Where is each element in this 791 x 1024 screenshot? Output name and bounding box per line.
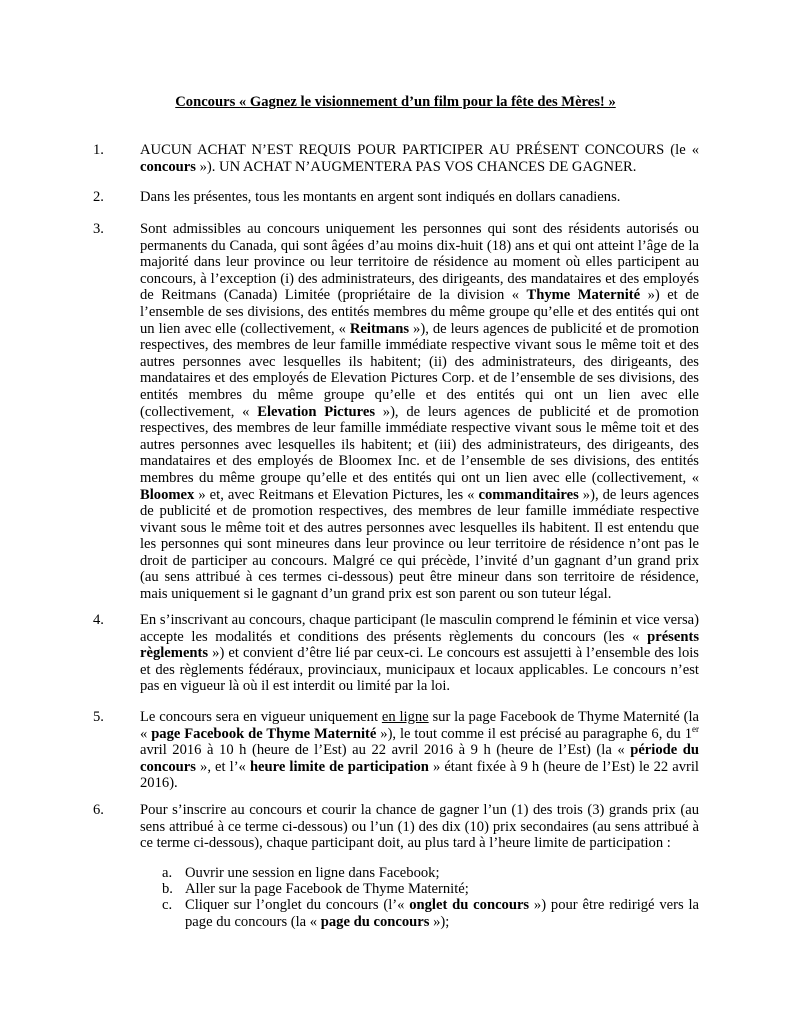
item-number: 3.: [93, 221, 104, 237]
sub-item-text: Ouvrir une session en ligne dans Facebook;: [185, 865, 440, 881]
sub-item-text: Cliquer sur l’onglet du concours (l’« onglet du concours ») pour être redirigé vers la page du concours (la « page du concours »);: [185, 897, 699, 930]
item-number: 1.: [93, 142, 104, 158]
sub-item-letter: a.: [162, 865, 173, 881]
page-title: Concours « Gagnez le visionnement d’un film pour la fête des Mères! »: [175, 94, 616, 110]
item-number: 2.: [93, 189, 104, 205]
item-text: En s’inscrivant au concours, chaque participant (le masculin comprend le féminin et vice versa) accepte les modalités et conditions des présents règlements du concours (les « présents règlements ») et convient d’être lié par ceux-ci. Le concours est assujetti à l’ensemble des lois et des règlements fédéraux, provinciaux, municipaux et locaux applicables. Le concours n’est pas en vigueur là où il est interdit ou limité par la loi.: [140, 612, 699, 695]
item-number: 6.: [93, 802, 104, 818]
sub-item-text: Aller sur la page Facebook de Thyme Maternité;: [185, 881, 469, 897]
item-text: Dans les présentes, tous les montants en argent sont indiqués en dollars canadiens.: [140, 189, 621, 205]
sub-item-letter: b.: [162, 881, 173, 897]
item-number: 5.: [93, 709, 104, 725]
item-number: 4.: [93, 612, 104, 628]
item-text: Pour s’inscrire au concours et courir la chance de gagner l’un (1) des trois (3) grands prix (au sens attribué à ce terme ci-dessous) ou l’un (1) des dix (10) prix secondaires (au sens attribué à ce terme ci-dessous), chaque participant doit, au plus tard à l’heure limite de participation :: [140, 802, 699, 852]
item-text: Sont admissibles au concours uniquement les personnes qui sont des résidents autorisés ou permanents du Canada, qui sont âgées d’au moins dix-huit (18) ans et qui ont atteint l’âge de la majorité dans leur province ou leur territoire de résidence au moment où elles participent au concours, à l’exception (i) des administrateurs, des dirigeants, des mandataires et des employés de Reitmans (Canada) Limitée (propriétaire de la division « Thyme Maternité ») et de l’ensemble de ses divisions, des entités membres du même groupe qu’elle et des entités qui ont un lien avec elle (collectivement, « Reitmans »), de leurs agences de publicité et de promotion respectives, des membres de leur famille immédiate respective vivant sous le même toit et des autres personnes avec lesquelles ils habitent; (ii) des administrateurs, des dirigeants, des mandataires et des employés de Elevation Pictures Corp. et de l’ensemble de ses divisions, des entités membres du même groupe qu’elle et des entités qui ont un lien avec elle (collectivement, « Elevation Pictures »), de leurs agences de publicité et de promotion respectives, des membres de leur famille immédiate respective vivant sous le même toit et des autres personnes avec lesquelles ils habitent; et (iii) des administrateurs, des dirigeants, des mandataires et des employés de Bloomex Inc. et de l’ensemble de ses divisions, des entités membres du même groupe qu’elle et des entités qui ont un lien avec elle (collectivement, « Bloomex » et, avec Reitmans et Elevation Pictures, les « commanditaires »), de leurs agences de publicité et de promotion respectives, des membres de leur famille immédiate respective vivant sous le même toit et des autres personnes avec lesquelles ils habitent. Il est entendu que les personnes qui sont mineures dans leur province ou leur territoire de résidence n’ont pas le droit de participer au concours. Malgré ce qui précède, l’invité d’un gagnant d’un grand prix (au sens attribué à ces termes ci-dessous) peut être mineur dans son territoire de résidence, mais uniquement si le gagnant d’un grand prix est son parent ou son tuteur légal.: [140, 221, 699, 603]
sub-item-letter: c.: [162, 897, 173, 913]
sub-item-c: [162, 897, 699, 930]
item-text: Le concours sera en vigueur uniquement en ligne sur la page Facebook de Thyme Maternité (la « page Facebook de Thyme Maternité »), le tout comme il est précisé au paragraphe 6, du 1er avril 2016 à 10 h (heure de l’Est) au 22 avril 2016 à 9 h (heure de l’Est) (la « période du concours », et l’« heure limite de participation » étant fixée à 9 h (heure de l’Est) le 22 avril 2016).: [140, 709, 699, 792]
sub-item-b: [162, 881, 699, 898]
sub-item-a: [162, 865, 699, 882]
item-text: AUCUN ACHAT N’EST REQUIS POUR PARTICIPER AU PRÉSENT CONCOURS (le « concours »). UN ACHAT N’AUGMENTERA PAS VOS CHANCES DE GAGNER.: [140, 142, 699, 175]
